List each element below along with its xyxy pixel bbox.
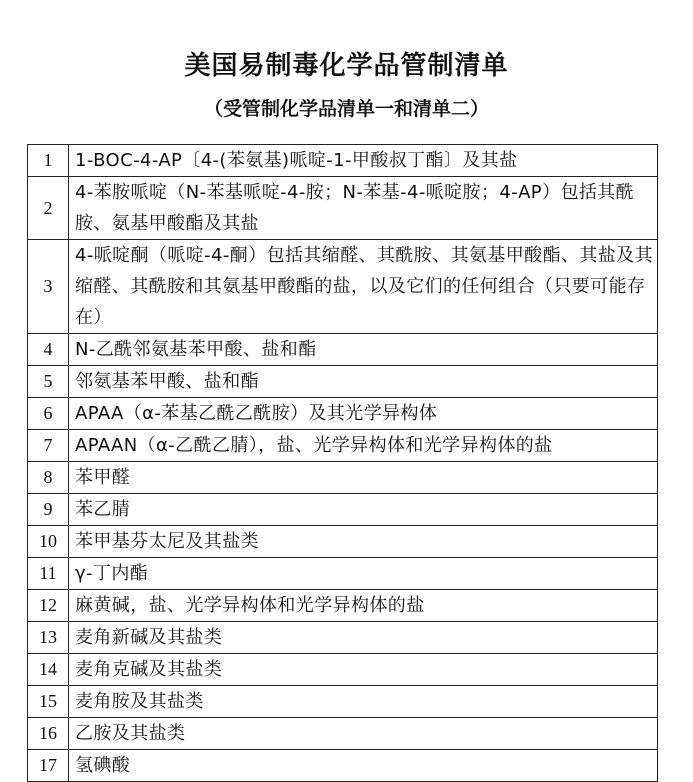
chemical-name: 麦角胺及其盐类 [69, 686, 658, 718]
table-row [28, 462, 658, 494]
chemical-list-body [28, 145, 658, 782]
table-row [28, 145, 658, 177]
table-row [28, 366, 658, 398]
chemical-name: γ-丁内酯 [69, 558, 658, 590]
table-row [28, 240, 658, 334]
chemical-name: 麦角克碱及其盐类 [69, 654, 658, 686]
chemical-name: 苯甲基芬太尼及其盐类 [69, 526, 658, 558]
row-number: 11 [28, 558, 69, 590]
chemical-name: APAAN（α-乙酰乙腈），盐、光学异构体和光学异构体的盐 [69, 430, 658, 462]
chemical-list-table [27, 144, 658, 782]
chemical-name: 苯甲醛 [69, 462, 658, 494]
row-number: 17 [28, 750, 69, 782]
row-number: 7 [28, 430, 69, 462]
chemical-name: 苯乙腈 [69, 494, 658, 526]
table-row [28, 622, 658, 654]
table-row [28, 718, 658, 750]
chemical-name: 1-BOC-4-AP〔4-(苯氨基)哌啶-1-甲酸叔丁酯〕及其盐 [69, 145, 658, 177]
row-number: 1 [28, 145, 69, 177]
row-number: 14 [28, 654, 69, 686]
row-number: 13 [28, 622, 69, 654]
row-number: 8 [28, 462, 69, 494]
table-row [28, 526, 658, 558]
chemical-name: 4-哌啶酮（哌啶-4-酮）包括其缩醛、其酰胺、其氨基甲酸酯、其盐及其缩醛、其酰胺和其氨基甲酸酯的盐，以及它们的任何组合（只要可能存在） [69, 240, 658, 334]
chemical-name: 乙胺及其盐类 [69, 718, 658, 750]
chemical-name: 麦角新碱及其盐类 [69, 622, 658, 654]
table-row [28, 398, 658, 430]
chemical-name: N-乙酰邻氨基苯甲酸、盐和酯 [69, 334, 658, 366]
table-row [28, 654, 658, 686]
row-number: 15 [28, 686, 69, 718]
row-number: 9 [28, 494, 69, 526]
chemical-name: 邻氨基苯甲酸、盐和酯 [69, 366, 658, 398]
page-title: 美国易制毒化学品管制清单 [184, 51, 509, 81]
table-row [28, 590, 658, 622]
row-number: 5 [28, 366, 69, 398]
row-number: 4 [28, 334, 69, 366]
table-row [28, 430, 658, 462]
table-row [28, 558, 658, 590]
chemical-name: APAA（α-苯基乙酰乙酰胺）及其光学异构体 [69, 398, 658, 430]
table-row [28, 177, 658, 240]
table-row [28, 334, 658, 366]
table-row [28, 686, 658, 718]
row-number: 3 [28, 240, 69, 334]
chemical-name: 麻黄碱，盐、光学异构体和光学异构体的盐 [69, 590, 658, 622]
table-row [28, 494, 658, 526]
chemical-name: 氢碘酸 [69, 750, 658, 782]
row-number: 6 [28, 398, 69, 430]
page-subtitle: （受管制化学品清单一和清单二） [203, 98, 489, 120]
row-number: 12 [28, 590, 69, 622]
table-row [28, 750, 658, 782]
row-number: 10 [28, 526, 69, 558]
row-number: 16 [28, 718, 69, 750]
chemical-name: 4-苯胺哌啶（N-苯基哌啶-4-胺；N-苯基-4-哌啶胺；4-AP）包括其酰胺、氨基甲酸酯及其盐 [69, 177, 658, 240]
row-number: 2 [28, 177, 69, 240]
